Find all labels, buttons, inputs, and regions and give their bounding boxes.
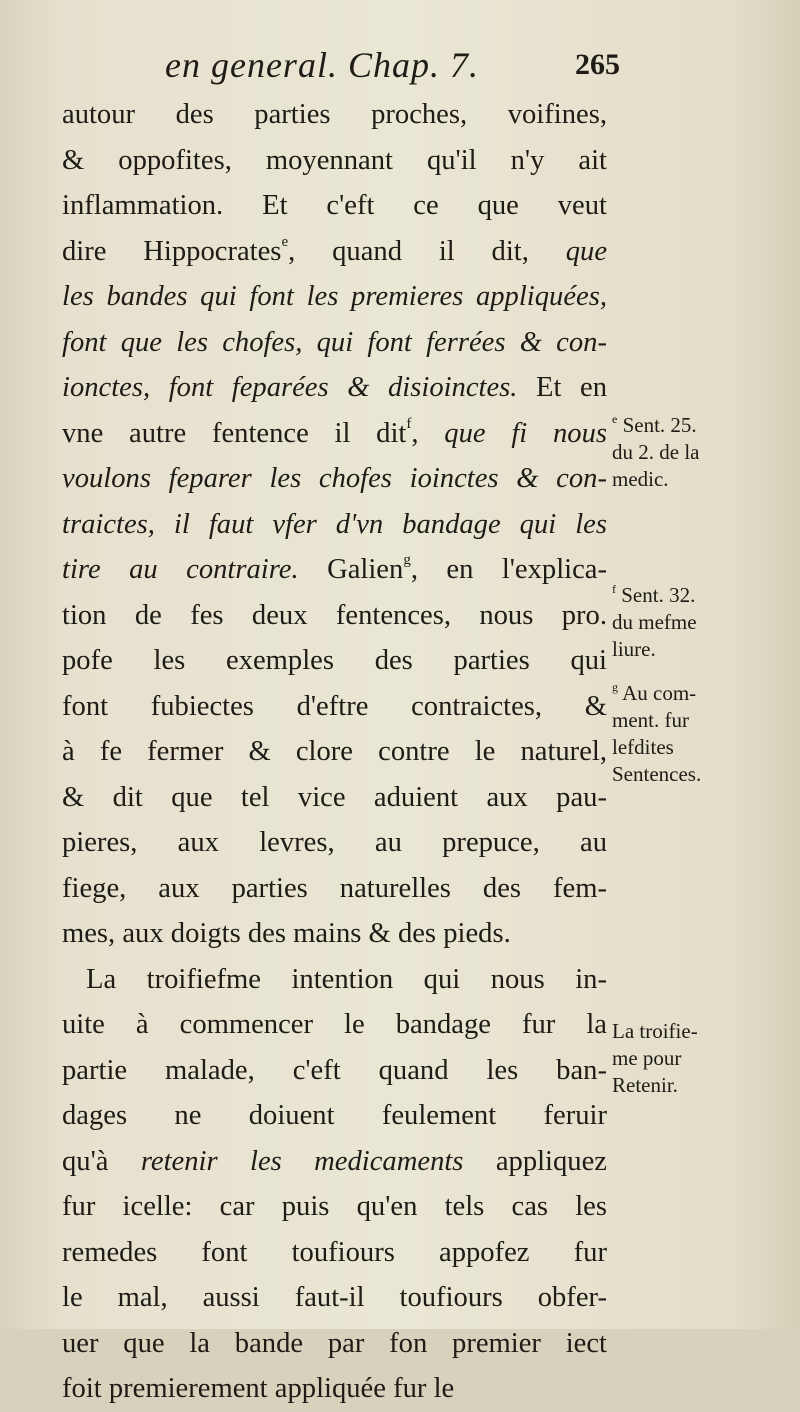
text-run: Sentences.: [612, 762, 702, 786]
text-run: inflammation. Et c'eft ce que veut: [62, 190, 607, 221]
text-line: [62, 1366, 607, 1412]
italic-text: font que les chofes, qui font ferrées & con-: [62, 326, 607, 358]
text-run: & oppofites, moyennant qu'il n'y ait: [62, 144, 607, 176]
note-reference: f: [612, 582, 616, 596]
margin-note-line: [612, 466, 772, 493]
italic-text: traictes, il faut vfer d'vn bandage qui les: [62, 508, 607, 540]
margin-note-line: [612, 636, 772, 663]
text-run: Sent. 32.: [616, 583, 696, 607]
text-line: [62, 638, 607, 684]
text-run: Galien: [298, 554, 404, 585]
text-run: Et en: [517, 372, 608, 403]
text-line: [62, 229, 607, 275]
text-line: [62, 729, 607, 775]
text-line: [62, 1230, 607, 1276]
text-run: tion de fes deux fentences, nous pro.: [62, 599, 607, 631]
text-run: fiege, aux parties naturelles des fem-: [62, 872, 607, 904]
text-line: [62, 183, 607, 229]
body-text: [62, 92, 607, 1412]
note-reference: e: [281, 233, 289, 250]
italic-text: tire au contraire.: [62, 554, 299, 585]
text-line: [62, 957, 607, 1003]
text-run: remedes font toufiours appofez fur: [62, 1236, 607, 1268]
text-run: pofe les exemples des parties qui: [62, 645, 607, 676]
margin-note-line: [612, 734, 772, 761]
text-line: [62, 547, 607, 593]
text-run: pieres, aux levres, au prepuce, au: [62, 827, 607, 858]
page-number: 265: [575, 48, 620, 81]
text-run: partie malade, c'eft quand les ban-: [62, 1054, 607, 1086]
text-line: [62, 1139, 607, 1185]
text-run: mes, aux doigts des mains & des pieds.: [62, 918, 511, 949]
text-line: [62, 1184, 607, 1230]
margin-note-line: [612, 680, 772, 707]
text-run: fur icelle: car puis qu'en tels cas les: [62, 1191, 607, 1222]
margin-note-line: [612, 761, 772, 788]
text-run: du 2. de la: [612, 440, 700, 464]
text-line: [62, 1048, 607, 1094]
italic-text: que: [565, 235, 608, 267]
italic-text: ionctes, font feparées & disioinctes.: [62, 372, 518, 403]
text-run: medic.: [612, 467, 669, 491]
text-line: [62, 866, 607, 912]
margin-note-e: [612, 412, 772, 493]
text-run: , quand il dit,: [288, 235, 566, 267]
page-header: [60, 44, 620, 94]
margin-note-line: [612, 609, 772, 636]
text-run: La troifiefme intention qui nous in-: [86, 963, 607, 995]
text-run: Sent. 25.: [617, 413, 697, 437]
note-reference: g: [403, 552, 411, 568]
margin-note-line: [612, 707, 772, 734]
text-line: [62, 1321, 607, 1367]
text-run: uite à commencer le bandage fur la: [62, 1009, 607, 1040]
italic-text: les bandes qui font les premieres appliquées,: [62, 281, 607, 312]
text-line: [62, 274, 607, 320]
text-line: [62, 502, 607, 548]
text-line: [62, 684, 607, 730]
italic-text: que fi nous: [444, 417, 607, 449]
note-reference: f: [406, 415, 412, 432]
margin-note-f: [612, 582, 772, 663]
text-run: , en l'explica-: [410, 554, 608, 585]
margin-note-line: [612, 439, 772, 466]
text-run: uer que la bande par fon premier iect: [62, 1327, 607, 1359]
text-line: [62, 1093, 607, 1139]
text-run: ment. fur: [612, 708, 689, 732]
text-run: Retenir.: [612, 1073, 678, 1097]
text-run: & dit que tel vice aduient aux pau-: [62, 781, 607, 813]
margin-note-line: [612, 1045, 772, 1072]
margin-note-line: [612, 1018, 772, 1045]
text-run: font fubiectes d'eftre contraictes, &: [62, 690, 607, 722]
text-line: [62, 593, 607, 639]
text-run: dages ne doiuent feulement feruir: [62, 1100, 607, 1131]
text-run: à fe fermer & clore contre le naturel,: [62, 736, 607, 767]
text-run: Au com-: [618, 681, 697, 705]
margin-note-intention: [612, 1018, 772, 1099]
text-line: [62, 911, 607, 957]
margin-note-g: [612, 680, 772, 788]
text-line: [62, 138, 607, 184]
text-run: liure.: [612, 637, 656, 661]
text-run: lefdites: [612, 735, 674, 759]
text-line: [62, 92, 607, 138]
text-line: [62, 411, 607, 457]
text-run: ,: [411, 417, 445, 449]
note-reference: e: [612, 412, 618, 426]
margin-note-line: [612, 1072, 772, 1099]
text-run: dire Hippocrates: [62, 235, 282, 267]
text-line: [62, 775, 607, 821]
italic-text: retenir les medicaments: [140, 1145, 464, 1177]
text-run: autour des parties proches, voifines,: [62, 99, 607, 130]
text-line: [62, 1275, 607, 1321]
text-run: du mefme: [612, 610, 697, 634]
running-title: en general. Chap. 7.: [165, 45, 479, 85]
text-line: [62, 365, 607, 411]
italic-text: voulons feparer les chofes ioinctes & con-: [62, 463, 607, 494]
text-run: vne autre fentence il dit: [62, 417, 407, 449]
note-reference: g: [612, 680, 618, 694]
text-run: le mal, aussi faut-il toufiours obfer-: [62, 1282, 607, 1313]
text-run: me pour: [612, 1046, 682, 1070]
text-run: qu'à: [62, 1145, 141, 1177]
text-run: foit premierement appliquée fur le: [62, 1373, 455, 1404]
text-line: [62, 820, 607, 866]
margin-note-line: [612, 412, 772, 439]
text-run: appliquez: [463, 1145, 607, 1177]
text-line: [62, 320, 607, 366]
margin-note-line: [612, 582, 772, 609]
text-run: La troifie-: [612, 1019, 698, 1043]
text-line: [62, 1002, 607, 1048]
text-line: [62, 456, 607, 502]
